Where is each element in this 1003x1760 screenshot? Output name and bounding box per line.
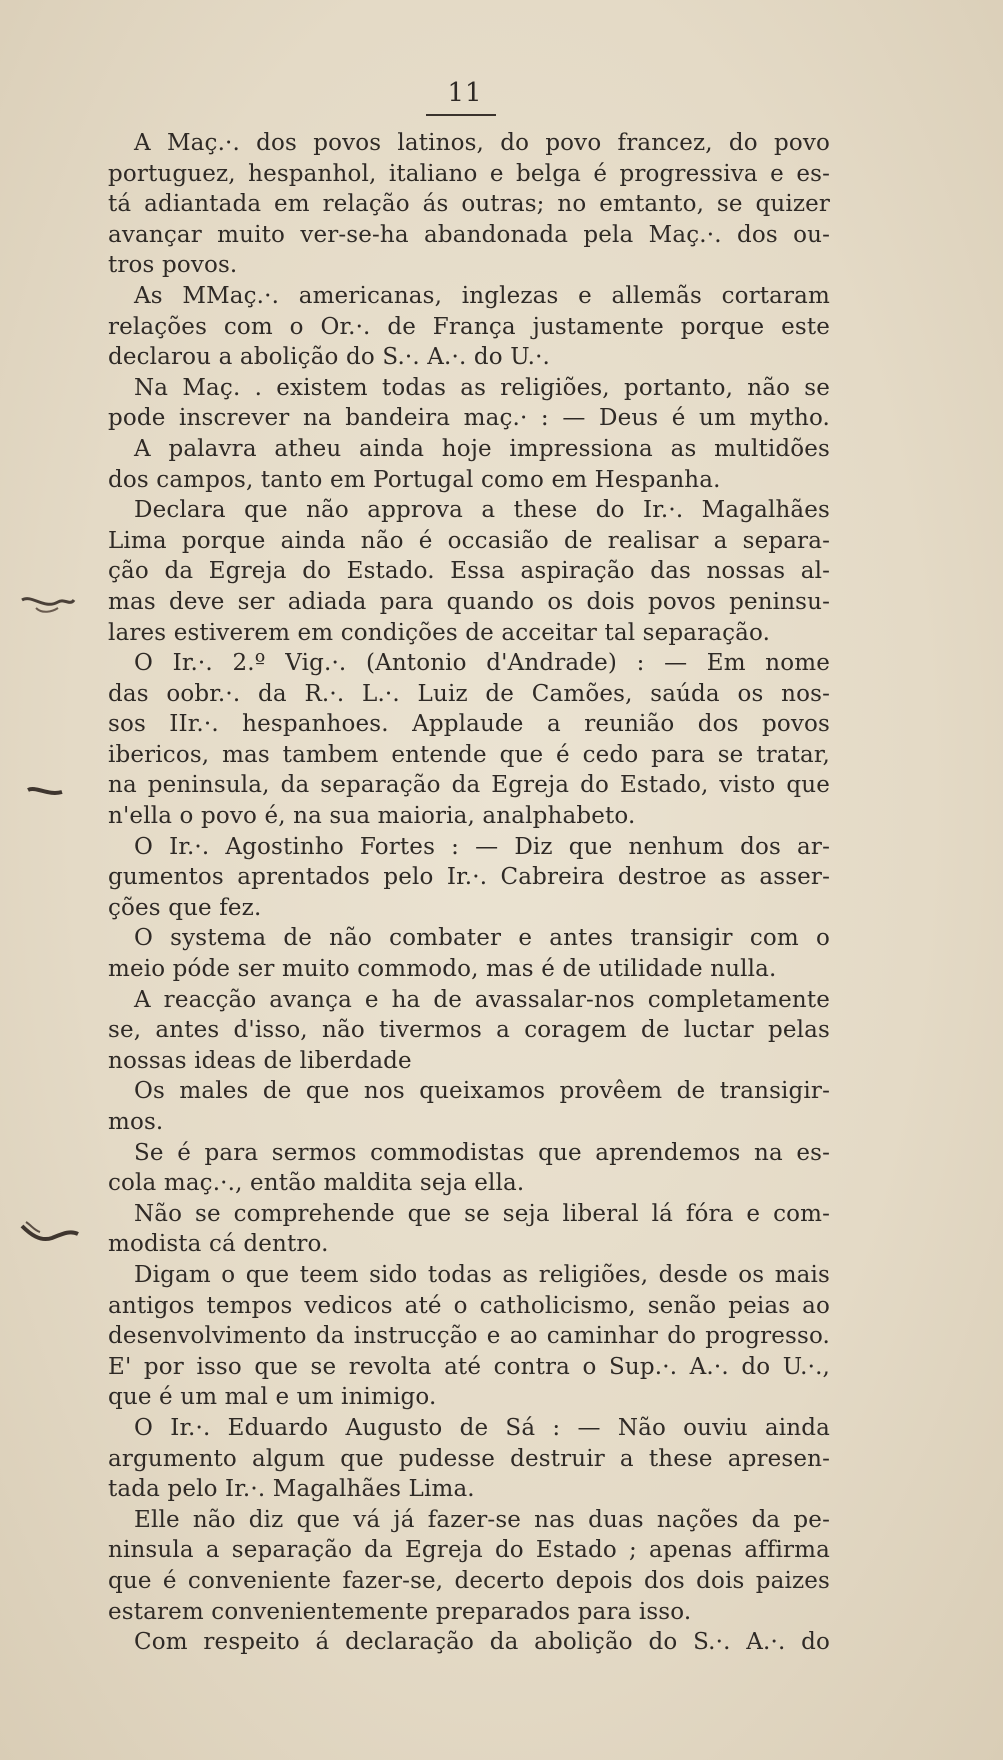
text-line: que é conveniente fazer-se, decerto depois dos dois paizes	[108, 1567, 830, 1594]
page-number: 11	[447, 78, 483, 108]
text-line: sos IIr.·. hespanhoes. Applaude a reunião dos povos	[108, 711, 830, 738]
text-line: lares estiverem em condições de acceitar tal separação.	[108, 619, 771, 646]
text-line: O Ir.·. 2.º Vig.·. (Antonio d'Andrade) : — Em nome	[134, 650, 830, 677]
text-line: Na Maç. . existem todas as religiões, portanto, não se	[134, 374, 830, 401]
text-line: gumentos aprentados pelo Ir.·. Cabreira destroe as asser-	[108, 864, 830, 891]
text-line: O Ir.·. Eduardo Augusto de Sá : — Não ouviu ainda	[134, 1414, 830, 1441]
margin-stain-2	[26, 782, 66, 802]
text-line: Lima porque ainda não é occasião de realisar a separa-	[108, 527, 830, 554]
text-line: cola maç.·., então maldita seja ella.	[108, 1170, 525, 1197]
text-line: mas deve ser adiada para quando os dois povos peninsu-	[108, 588, 830, 615]
text-line: Digam o que teem sido todas as religiões, desde os mais	[134, 1261, 830, 1288]
text-line: A reacção avança e ha de avassalar-nos completamente	[134, 986, 830, 1013]
text-line: relações com o Or.·. de França justamente porque este	[108, 313, 830, 340]
text-line: A palavra atheu ainda hoje impressiona as multidões	[134, 435, 830, 462]
text-line: antigos tempos vedicos até o catholicismo, senão peias ao	[108, 1292, 830, 1319]
text-line: tada pelo Ir.·. Magalhães Lima.	[108, 1476, 475, 1503]
page-number-rule	[426, 114, 496, 116]
text-line: Elle não diz que vá já fazer-se nas duas nações da pe-	[134, 1506, 830, 1533]
text-line: argumento algum que pudesse destruir a these apresen-	[108, 1445, 830, 1472]
text-line: meio póde ser muito commodo, mas é de utilidade nulla.	[108, 956, 777, 983]
margin-stain-3	[18, 1216, 82, 1250]
text-line: tros povos.	[108, 252, 238, 279]
text-line: na peninsula, da separação da Egreja do Estado, visto que	[108, 772, 830, 799]
text-line: E' por isso que se revolta até contra o Sup.·. A.·. do U.·.,	[108, 1353, 830, 1380]
text-line: As MMaç.·. americanas, inglezas e allemãs cortaram	[134, 282, 830, 309]
text-line: portuguez, hespanhol, italiano e belga é progressiva e es-	[108, 160, 830, 187]
text-line: O Ir.·. Agostinho Fortes : — Diz que nenhum dos ar-	[134, 833, 830, 860]
text-line: ninsula a separação da Egreja do Estado ; apenas affirma	[108, 1537, 830, 1564]
text-line: das oobr.·. da R.·. L.·. Luiz de Camões, saúda os nos-	[108, 680, 830, 707]
text-line: A Maç.·. dos povos latinos, do povo francez, do povo	[134, 130, 830, 156]
text-line: desenvolvimento da instrucção e ao caminhar do progresso.	[108, 1323, 830, 1350]
text-line: nossas ideas de liberdade	[108, 1047, 412, 1074]
text-line: ibericos, mas tambem entende que é cedo para se tratar,	[108, 741, 830, 768]
text-line: n'ella o povo é, na sua maioria, analphabeto.	[108, 803, 636, 830]
text-line: se, antes d'isso, não tivermos a coragem de luctar pelas	[108, 1017, 830, 1044]
body-text	[108, 128, 830, 1658]
text-line: Os males de que nos queixamos provêem de transigir-	[134, 1078, 830, 1105]
text-line: tá adiantada em relação ás outras; no emtanto, se quizer	[108, 191, 830, 218]
text-line: ções que fez.	[108, 894, 262, 921]
text-line: O systema de não combater e antes transigir com o	[134, 925, 830, 952]
text-line: Declara que não approva a these do Ir.·. Magalhães	[134, 497, 830, 524]
text-line: dos campos, tanto em Portugal como em Hespanha.	[108, 466, 721, 493]
text-line: modista cá dentro.	[108, 1231, 329, 1258]
text-line: que é um mal e um inimigo.	[108, 1384, 437, 1411]
margin-stain-1	[18, 588, 78, 618]
text-line: estarem convenientemente preparados para isso.	[108, 1598, 692, 1625]
text-line: ção da Egreja do Estado. Essa aspiração das nossas al-	[108, 558, 830, 585]
text-line: Não se comprehende que se seja liberal lá fóra e com-	[134, 1200, 830, 1227]
text-line: pode inscrever na bandeira maç.· : — Deus é um mytho.	[108, 405, 830, 432]
text-line: declarou a abolição do S.·. A.·. do U.·.	[108, 344, 551, 371]
text-line: mos.	[108, 1109, 164, 1135]
text-line: avançar muito ver-se-ha abandonada pela Maç.·. dos ou-	[108, 221, 830, 248]
text-line: Se é para sermos commodistas que aprendemos na es-	[134, 1139, 830, 1166]
text-line: Com respeito á declaração da abolição do S.·. A.·. do	[134, 1629, 830, 1656]
